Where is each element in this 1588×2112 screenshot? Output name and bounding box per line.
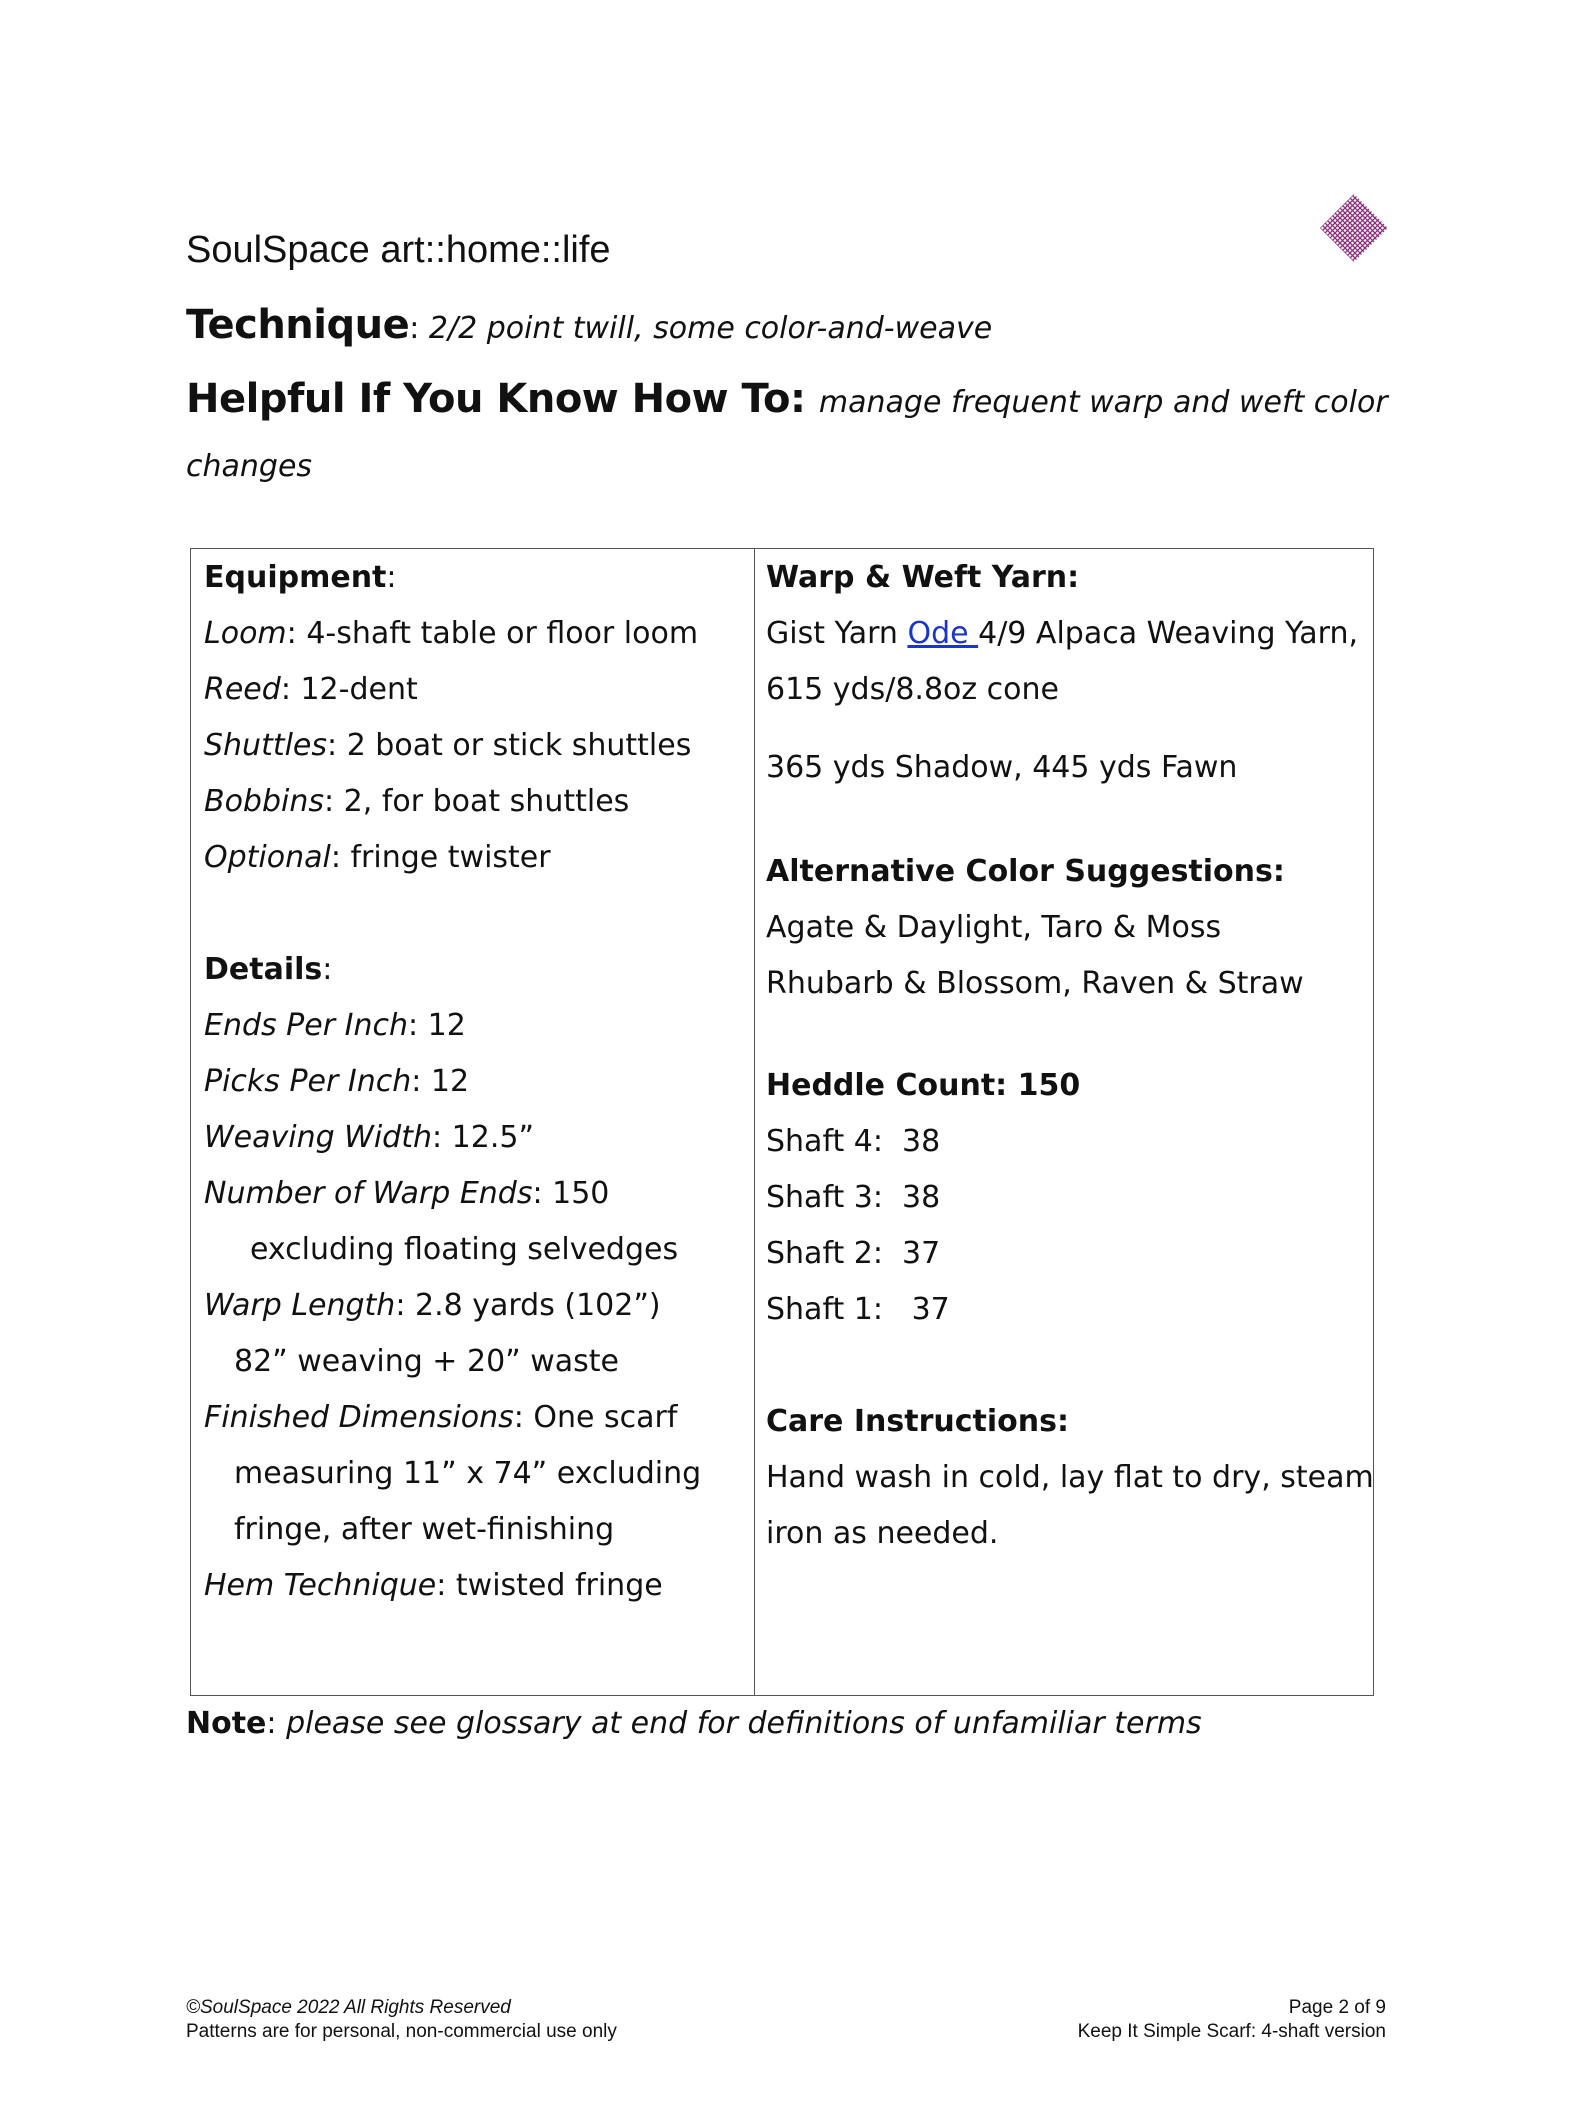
detail-warp-ends: Number of Warp Ends: 150 xyxy=(204,1176,610,1211)
footer-document-title: Keep It Simple Scarf: 4-shaft version xyxy=(1077,2021,1386,2042)
helpful-value-continued: changes xyxy=(186,449,313,484)
yarn-amounts: 365 yds Shadow, 445 yds Fawn xyxy=(766,750,1238,785)
helpful-line-continued xyxy=(186,442,312,497)
heddle-count-title: Heddle Count: 150 xyxy=(766,1068,1081,1103)
table-column-divider xyxy=(754,548,755,1696)
care-line: iron as needed. xyxy=(766,1516,999,1551)
detail-picks-per-inch: Picks Per Inch: 12 xyxy=(204,1064,470,1099)
details-title: Details: xyxy=(204,952,333,987)
helpful-colon: : xyxy=(789,376,819,422)
detail-finished-dimensions: Finished Dimensions: One scarf xyxy=(204,1400,678,1435)
technique-line xyxy=(186,300,992,359)
footer-page-number: Page 2 of 9 xyxy=(1288,1997,1386,2018)
brand-title: SoulSpace art::home::life xyxy=(186,229,611,271)
care-line: Hand wash in cold, lay flat to dry, steam xyxy=(766,1460,1374,1495)
detail-ends-per-inch: Ends Per Inch: 12 xyxy=(204,1008,466,1043)
equipment-title: Equipment: xyxy=(204,560,397,595)
alt-colors-title: Alternative Color Suggestions: xyxy=(766,854,1285,889)
shaft-count: Shaft 1: 37 xyxy=(766,1292,950,1327)
detail-warp-length: Warp Length: 2.8 yards (102”) xyxy=(204,1288,661,1323)
shaft-count: Shaft 2: 37 xyxy=(766,1236,941,1271)
footer-usage: Patterns are for personal, non-commercial use only xyxy=(186,2021,617,2042)
detail-weaving-width: Weaving Width: 12.5” xyxy=(204,1120,535,1155)
shaft-count: Shaft 3: 38 xyxy=(766,1180,941,1215)
equipment-item: Optional: fringe twister xyxy=(204,840,551,875)
technique-colon: : xyxy=(409,311,429,346)
alt-colors-line: Rhubarb & Blossom, Raven & Straw xyxy=(766,966,1304,1001)
yarn-cone: 615 yds/8.8oz cone xyxy=(766,672,1059,707)
helpful-label: Helpful If You Know How To xyxy=(186,376,790,422)
alt-colors-line: Agate & Daylight, Taro & Moss xyxy=(766,910,1222,945)
equipment-item: Loom: 4-shaft table or floor loom xyxy=(204,616,699,651)
yarn-link[interactable]: Ode xyxy=(907,616,979,651)
yarn-description: Gist Yarn Ode 4/9 Alpaca Weaving Yarn, xyxy=(766,616,1358,651)
detail-warp-length-note: 82” weaving + 20” waste xyxy=(234,1344,620,1379)
equipment-item: Bobbins: 2, for boat shuttles xyxy=(204,784,630,819)
equipment-item: Reed: 12-dent xyxy=(204,672,418,707)
helpful-line xyxy=(186,374,1388,433)
yarn-title: Warp & Weft Yarn: xyxy=(766,560,1080,595)
equipment-item: Shuttles: 2 boat or stick shuttles xyxy=(204,728,692,763)
care-title: Care Instructions: xyxy=(766,1404,1069,1439)
detail-finished-note: measuring 11” x 74” excluding xyxy=(234,1456,702,1491)
footer-copyright: ©SoulSpace 2022 All Rights Reserved xyxy=(186,1997,511,2018)
woven-diamond-icon xyxy=(1318,192,1390,264)
detail-finished-note: fringe, after wet-finishing xyxy=(234,1512,615,1547)
helpful-value: manage frequent warp and weft color xyxy=(818,385,1388,420)
technique-value: 2/2 point twill, some color-and-weave xyxy=(428,311,993,346)
detail-hem-technique: Hem Technique: twisted fringe xyxy=(204,1568,663,1603)
technique-label: Technique xyxy=(186,302,410,348)
detail-warp-ends-note: excluding floating selvedges xyxy=(250,1232,679,1267)
shaft-count: Shaft 4: 38 xyxy=(766,1124,941,1159)
glossary-note: Note: please see glossary at end for definitions of unfamiliar terms xyxy=(186,1706,1202,1741)
